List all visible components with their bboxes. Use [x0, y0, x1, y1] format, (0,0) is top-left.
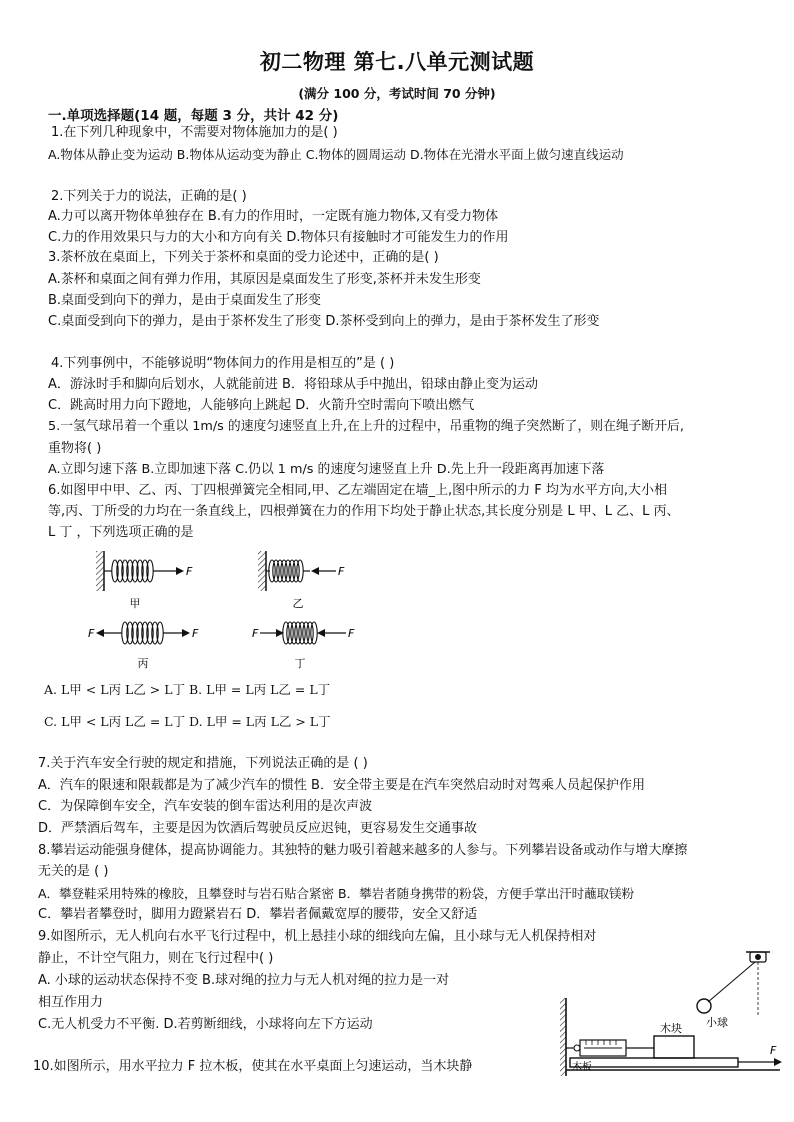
- q7-options-ab: A．汽车的限速和限载都是为了减少汽车的惯性 B．安全带主要是在汽车突然启动时对驾乘人员起保护作用: [38, 778, 645, 793]
- spring-yi: [258, 551, 345, 610]
- block-label: 木块: [660, 1022, 682, 1035]
- q8-options-cd: C．攀岩者攀登时，脚用力蹬紧岩石 D．攀岩者佩戴宽厚的腰带，安全又舒适: [38, 907, 478, 922]
- label-yi: 乙: [292, 597, 304, 610]
- q3-option-b: B.桌面受到向下的弹力，是由于桌面发生了形变: [48, 293, 322, 308]
- q6-stem-line2: 等,丙、丁所受的力均在一条直线上，四根弹簧在力的作用下均处于静止状态,其长度分别是 L 甲、L 乙、L 丙、: [48, 504, 680, 519]
- q6-options-ab: A. L甲 < L丙 L乙 > L丁 B. L甲 = L丙 L乙 = L丁: [44, 682, 331, 697]
- q5-stem-line2: 重物将( ): [48, 441, 102, 456]
- board-label: 木板: [572, 1062, 592, 1073]
- ball: [697, 999, 711, 1013]
- force-label: F: [770, 1044, 777, 1057]
- drone-board-figure: [548, 930, 788, 1080]
- spring-ding: [252, 622, 355, 670]
- q5-stem-line1: 5.一氢气球吊着一个重以 1m/s 的速度匀速竖直上升,在上升的过程中，吊重物的绳子突然断了，则在绳子断开后,: [48, 419, 684, 434]
- q2-options-ab: A.力可以离开物体单独存在 B.有力的作用时，一定既有施力物体,又有受力物体: [48, 209, 499, 224]
- drone-icon: [746, 952, 770, 1016]
- force-label: F: [186, 565, 193, 578]
- label-jia: 甲: [129, 597, 141, 610]
- force-label: F: [338, 565, 345, 578]
- q6-stem-line3: L 丁 ，下列选项正确的是: [48, 525, 194, 540]
- ball-label: 小球: [706, 1016, 728, 1029]
- q3-stem: 3.茶杯放在桌面上，下列关于茶杯和桌面的受力论述中，正确的是( ): [48, 250, 439, 265]
- force-label: F: [88, 627, 95, 640]
- spring-figure: [80, 545, 380, 675]
- section-heading: 一.单项选择题(14 题，每题 3 分，共计 42 分): [48, 108, 339, 124]
- label-ding: 丁: [294, 657, 306, 670]
- spring-jia: [96, 551, 193, 610]
- string: [708, 962, 755, 1002]
- q8-stem-line2: 无关的是 ( ): [38, 864, 109, 879]
- q4-stem: 4.下列事例中，不能够说明“物体间力的作用是相互的”是 ( ): [51, 356, 395, 371]
- spring-scale: [566, 1040, 654, 1056]
- force-label: F: [252, 627, 259, 640]
- force-label: F: [348, 627, 355, 640]
- q7-option-c: C．为保障倒车安全，汽车安装的倒车雷达利用的是次声波: [38, 799, 373, 814]
- q9-options-ab-line1: A. 小球的运动状态保持不变 B.球对绳的拉力与无人机对绳的拉力是一对: [38, 973, 450, 988]
- q6-stem-line1: 6.如图甲中甲、乙、丙、丁四根弹簧完全相同,甲、乙左端固定在墙_上,图中所示的力 F 均为水平方向,大小相: [48, 483, 668, 498]
- force-label: F: [192, 627, 199, 640]
- q7-option-d: D．严禁酒后驾车，主要是因为饮酒后驾驶员反应迟钝，更容易发生交通事故: [38, 821, 478, 836]
- q7-stem: 7.关于汽车安全行驶的规定和措施，下列说法正确的是 ( ): [38, 756, 368, 771]
- q5-options: A.立即匀速下落 B.立即加速下落 C.仍以 1 m/s 的速度匀速竖直上升 D.先上升一段距离再加速下落: [48, 462, 605, 477]
- q4-options-cd: C．跳高时用力向下蹬地，人能够向上跳起 D．火箭升空时需向下喷出燃气: [48, 398, 475, 413]
- q8-stem-line1: 8.攀岩运动能强身健体，提高协调能力。其独特的魅力吸引着越来越多的人参与。下列攀岩设备或动作与增大摩擦: [38, 843, 688, 858]
- spring-bing: [88, 622, 199, 670]
- wood-block: [654, 1036, 694, 1058]
- q3-options-cd: C.桌面受到向下的弹力，是由于茶杯发生了形变 D.茶杯受到向上的弹力，是由于茶杯发生了形变: [48, 314, 600, 329]
- q3-option-a: A.茶杯和桌面之间有弹力作用，其原因是桌面发生了形变,茶杯并未发生形变: [48, 272, 481, 287]
- q9-options-ab-line2: 相互作用力: [38, 995, 104, 1010]
- q6-options-cd: C. L甲 < L丙 L乙 = L丁 D. L甲 = L丙 L乙 > L丁: [44, 714, 331, 729]
- exam-info: (满分 100 分，考试时间 70 分钟): [298, 86, 496, 101]
- q2-stem: 2.下列关于力的说法，正确的是( ): [51, 189, 247, 204]
- q1-options: A.物体从静止变为运动 B.物体从运动变为静止 C.物体的圆周运动 D.物体在光滑水平面上做匀速直线运动: [48, 147, 624, 162]
- label-bing: 丙: [137, 657, 149, 670]
- q1-stem: 1.在下列几种现象中，不需要对物体施加力的是( ): [51, 125, 338, 140]
- q9-stem-line2: 静止，不计空气阻力，则在飞行过程中( ): [38, 951, 274, 966]
- q2-options-cd: C.力的作用效果只与力的大小和方向有关 D.物体只有接触时才可能发生力的作用: [48, 230, 509, 245]
- q9-options-cd: C.无人机受力不平衡. D.若剪断细线，小球将向左下方运动: [38, 1017, 373, 1032]
- q4-options-ab: A．游泳时手和脚向后划水，人就能前进 B．将铅球从手中抛出，铅球由静止变为运动: [48, 377, 538, 392]
- q9-stem-line1: 9.如图所示，无人机向右水平飞行过程中，机上悬挂小球的细线向左偏，且小球与无人机保持相对: [38, 929, 597, 944]
- page-title: 初二物理 第七.八单元测试题: [259, 50, 535, 74]
- wood-board: [570, 1058, 738, 1067]
- q10-stem: 10.如图所示，用水平拉力 F 拉木板，使其在水平桌面上匀速运动，当木块静: [33, 1059, 473, 1074]
- q8-options-ab: A．攀登鞋采用特殊的橡胶，且攀登时与岩石贴合紧密 B．攀岩者随身携带的粉袋，方便手掌出汗时蘸取镁粉: [38, 886, 635, 901]
